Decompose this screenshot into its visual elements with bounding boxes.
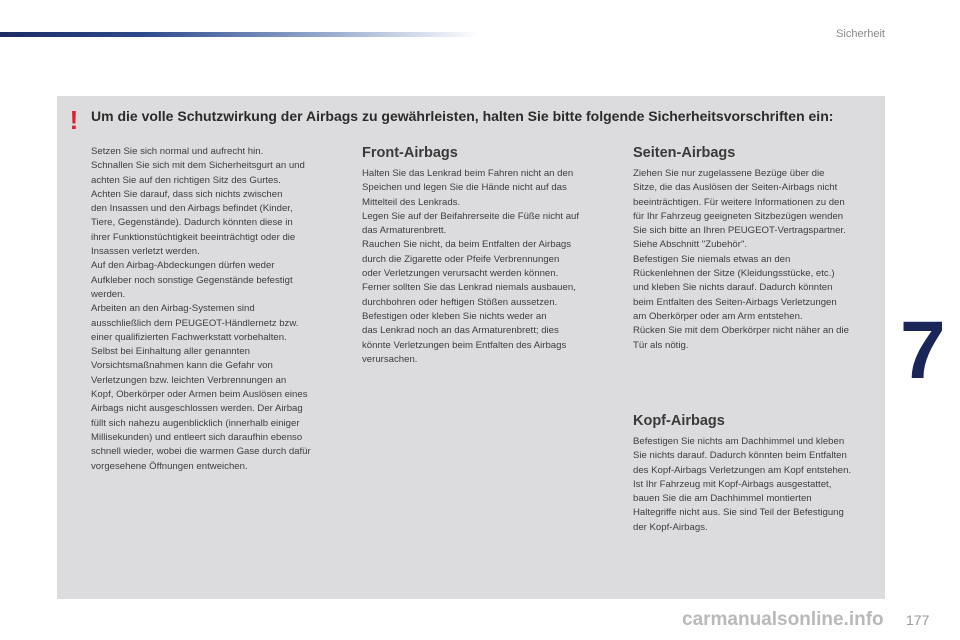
head-airbags-text — [633, 435, 883, 535]
text-line: bauen Sie die am Dachhimmel montierten — [633, 493, 812, 505]
text-line: Setzen Sie sich normal und aufrecht hin. — [91, 146, 264, 157]
text-line: Insassen verletzt werden. — [91, 246, 200, 258]
section-title: Sicherheit — [836, 28, 885, 40]
text-line: oder Verletzungen verursacht werden können. — [362, 268, 559, 280]
text-line: Befestigen Sie niemals etwas an den — [633, 253, 791, 265]
text-line: Halten Sie das Lenkrad beim Fahren nicht an den — [362, 168, 574, 179]
text-line: Sitze, die das Auslösen der Seiten-Airbags nicht — [633, 182, 838, 194]
text-line: Schnallen Sie sich mit dem Sicherheitsgurt an und — [91, 160, 305, 172]
text-line: Arbeiten an den Airbag-Systemen sind — [91, 303, 255, 315]
text-line: des Kopf-Airbags Verletzungen am Kopf entstehen. — [633, 464, 852, 476]
text-line: Sie nichts darauf. Dadurch könnten beim Entfalten — [633, 450, 847, 462]
text-line: achten Sie auf den richtigen Sitz des Gurtes. — [91, 174, 281, 186]
text-line: Aufkleber noch sonstige Gegenstände befestigt — [91, 274, 293, 286]
watermark: carmanualsonline.info — [682, 609, 884, 630]
warning-headline: Um die volle Schutzwirkung der Airbags zu gewährleisten, halten Sie bitte folgende Sicherheitsvorschriften ein: — [91, 108, 834, 124]
front-airbags-heading: Front-Airbags — [362, 145, 458, 161]
text-line: schnell wieder, wobei die warmen Gase durch dafür — [91, 446, 311, 458]
text-line: am Oberkörper oder am Arm entstehen. — [633, 310, 803, 322]
header-gradient-bar — [0, 32, 480, 37]
text-line: Sie sich bitte an Ihren PEUGEOT-Vertragspartner. — [633, 225, 846, 237]
text-line: und kleben Sie nichts darauf. Dadurch könnten — [633, 282, 833, 294]
text-line: vorgesehene Öffnungen entweichen. — [91, 460, 248, 472]
text-line: Achten Sie darauf, dass sich nichts zwischen — [91, 188, 283, 200]
text-line: ausschließlich dem PEUGEOT-Händlernetz bzw. — [91, 317, 299, 329]
text-line: Rückenlehnen der Sitze (Kleidungsstücke, etc.) — [633, 268, 835, 280]
text-line: Millisekunden) und entleert sich daraufhin ebenso — [91, 431, 303, 443]
text-line: ihrer Funktionstüchtigkeit beeinträchtigt oder die — [91, 231, 296, 243]
text-line: Kopf, Oberkörper oder Armen beim Auslösen eines — [91, 389, 308, 401]
head-airbags-heading: Kopf-Airbags — [633, 413, 725, 429]
text-line: Airbags nicht ausgeschlossen werden. Der Airbag — [91, 403, 303, 415]
text-line: Tiere, Gegenstände). Dadurch könnten diese in — [91, 217, 293, 229]
side-airbags-text — [633, 167, 881, 353]
text-line: Haltegriffe nicht aus. Sie sind Teil der Befestigung — [633, 507, 844, 519]
warning-icon: ! — [69, 105, 79, 135]
text-line: Vorsichtsmaßnahmen kann die Gefahr von — [91, 360, 273, 372]
text-line: für Ihr Fahrzeug geeigneten Sitzbezügen wenden — [633, 210, 844, 222]
text-line: Legen Sie auf der Beifahrerseite die Füße nicht auf — [362, 210, 580, 222]
page-number: 177 — [906, 612, 930, 628]
text-line: beim Entfalten des Seiten-Airbags Verletzungen — [633, 296, 837, 308]
text-line: Tür als nötig. — [633, 339, 689, 351]
text-line: das Armaturenbrett. — [362, 225, 447, 237]
text-line: Selbst bei Einhaltung aller genannten — [91, 346, 250, 358]
text-line: Rauchen Sie nicht, da beim Entfalten der Airbags — [362, 239, 572, 251]
text-line: Auf den Airbag-Abdeckungen dürfen weder — [91, 260, 275, 272]
text-line: Ist Ihr Fahrzeug mit Kopf-Airbags ausgestattet, — [633, 478, 832, 490]
text-line: beeinträchtigen. Für weitere Informationen zu den — [633, 196, 845, 208]
front-airbags-text — [362, 167, 610, 367]
text-line: durch die Zigarette oder Pfeife Verbrennungen — [362, 253, 560, 265]
text-line: Verletzungen bzw. leichten Verbrennungen an — [91, 374, 287, 386]
text-line: der Kopf-Airbags. — [633, 521, 708, 533]
text-line: durchbohren oder heftigen Stößen aussetzen. — [362, 296, 558, 308]
chapter-number: 7 — [900, 305, 946, 396]
text-line: werden. — [91, 288, 126, 300]
text-line: das Lenkrad noch an das Armaturenbrett; dies — [362, 325, 559, 337]
text-line: könnte Verletzungen beim Entfalten des Airbags — [362, 339, 567, 351]
text-line: Siehe Abschnitt "Zubehör". — [633, 239, 748, 251]
text-line: den Insassen und den Airbags befindet (Kinder, — [91, 203, 293, 215]
text-line: Befestigen Sie nichts am Dachhimmel und kleben — [633, 436, 845, 447]
text-line: Ziehen Sie nur zugelassene Bezüge über die — [633, 168, 825, 179]
text-line: Ferner sollten Sie das Lenkrad niemals ausbauen, — [362, 282, 576, 294]
text-line: Befestigen oder kleben Sie nichts weder an — [362, 310, 547, 322]
general-instructions — [91, 145, 349, 474]
text-line: Mittelteil des Lenkrads. — [362, 196, 461, 208]
text-line: Speichen und legen Sie die Hände nicht auf das — [362, 182, 567, 194]
text-line: einer qualifizierten Fachwerkstatt vorbehalten. — [91, 331, 287, 343]
text-line: füllt sich nahezu augenblicklich (innerhalb einiger — [91, 417, 300, 429]
side-airbags-heading: Seiten-Airbags — [633, 145, 736, 161]
text-line: Rücken Sie mit dem Oberkörper nicht näher an die — [633, 325, 849, 337]
text-line: verursachen. — [362, 353, 418, 365]
